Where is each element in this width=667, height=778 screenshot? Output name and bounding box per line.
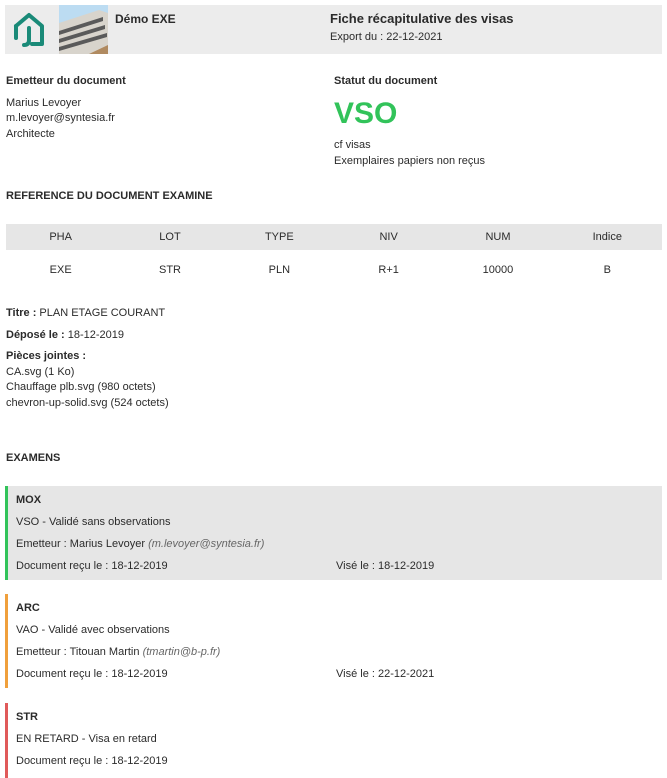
header-cell-indice: Indice <box>592 231 622 243</box>
exam-code: STR <box>16 711 38 723</box>
export-date: Export du : 22-12-2021 <box>330 31 443 43</box>
status-line-1: cf visas <box>334 139 371 151</box>
attachment-link[interactable]: Chauffage plb.svg (980 octets) <box>6 381 156 393</box>
value-cell-indice: B <box>603 264 611 276</box>
emitter-label: Emetteur du document <box>6 75 126 87</box>
header-cell-pha: PHA <box>49 231 72 243</box>
deposit-line <box>6 327 124 343</box>
value-cell-pha: EXE <box>49 264 72 276</box>
header-cell-lot: LOT <box>159 231 181 243</box>
exam-code: MOX <box>16 494 42 506</box>
exam-status: EN RETARD - Visa en retard <box>16 733 157 745</box>
report-title: Fiche récapitulative des visas <box>330 11 514 26</box>
status-code: VSO <box>334 97 398 130</box>
emitter-name: Marius Levoyer <box>6 97 82 109</box>
emitter-email: m.levoyer@syntesia.fr <box>6 112 115 124</box>
deposit-value: 18-12-2019 <box>67 329 125 341</box>
value-cell-niv: R+1 <box>378 264 399 276</box>
header-cell-type: TYPE <box>264 231 294 243</box>
value-cell-type: PLN <box>268 264 291 276</box>
exam-vise: Visé le : 22-12-2021 <box>336 668 435 680</box>
app-logo-icon <box>12 12 46 48</box>
exam-emitter-email: (m.levoyer@syntesia.fr) <box>148 538 265 550</box>
reference-header-row <box>6 224 662 250</box>
exam-card-mox <box>5 486 662 580</box>
reference-value-row <box>6 250 662 290</box>
exam-emitter-name: Emetteur : Marius Levoyer <box>16 538 145 550</box>
attachment-link[interactable]: chevron-up-solid.svg (524 octets) <box>6 397 169 409</box>
exams-label: EXAMENS <box>6 452 61 464</box>
exam-received: Document reçu le : 18-12-2019 <box>16 668 168 680</box>
deposit-label: Déposé le : <box>6 329 65 341</box>
header-cell-num: NUM <box>485 231 511 243</box>
value-cell-lot: STR <box>158 264 181 276</box>
title-value: PLAN ETAGE COURANT <box>39 307 166 319</box>
exam-emitter <box>16 646 220 658</box>
exam-emitter-name: Emetteur : Titouan Martin <box>16 646 140 658</box>
exam-card-arc <box>5 594 662 688</box>
exam-emitter-email: (tmartin@b-p.fr) <box>142 646 221 658</box>
exam-code: ARC <box>16 602 40 614</box>
value-cell-num: 10000 <box>482 264 514 276</box>
project-photo <box>59 5 108 54</box>
status-label: Statut du document <box>334 75 438 87</box>
attachments-label: Pièces jointes : <box>6 350 87 362</box>
title-label: Titre : <box>6 307 37 319</box>
exam-received: Document reçu le : 18-12-2019 <box>16 755 168 767</box>
exam-status: VSO - Validé sans observations <box>16 516 171 528</box>
title-line <box>6 305 165 321</box>
emitter-role: Architecte <box>6 128 55 140</box>
reference-table <box>6 224 662 290</box>
exam-emitter <box>16 538 264 550</box>
reference-label: REFERENCE DU DOCUMENT EXAMINE <box>6 190 213 202</box>
project-name: Démo EXE <box>115 12 176 26</box>
exam-vise: Visé le : 18-12-2019 <box>336 560 435 572</box>
status-line-2: Exemplaires papiers non reçus <box>334 155 486 167</box>
attachment-link[interactable]: CA.svg (1 Ko) <box>6 366 75 378</box>
header-cell-niv: NIV <box>379 231 398 243</box>
exam-received: Document reçu le : 18-12-2019 <box>16 560 168 572</box>
exam-status: VAO - Validé avec observations <box>16 624 170 636</box>
exam-card-str <box>5 703 662 778</box>
report-header <box>5 5 662 54</box>
